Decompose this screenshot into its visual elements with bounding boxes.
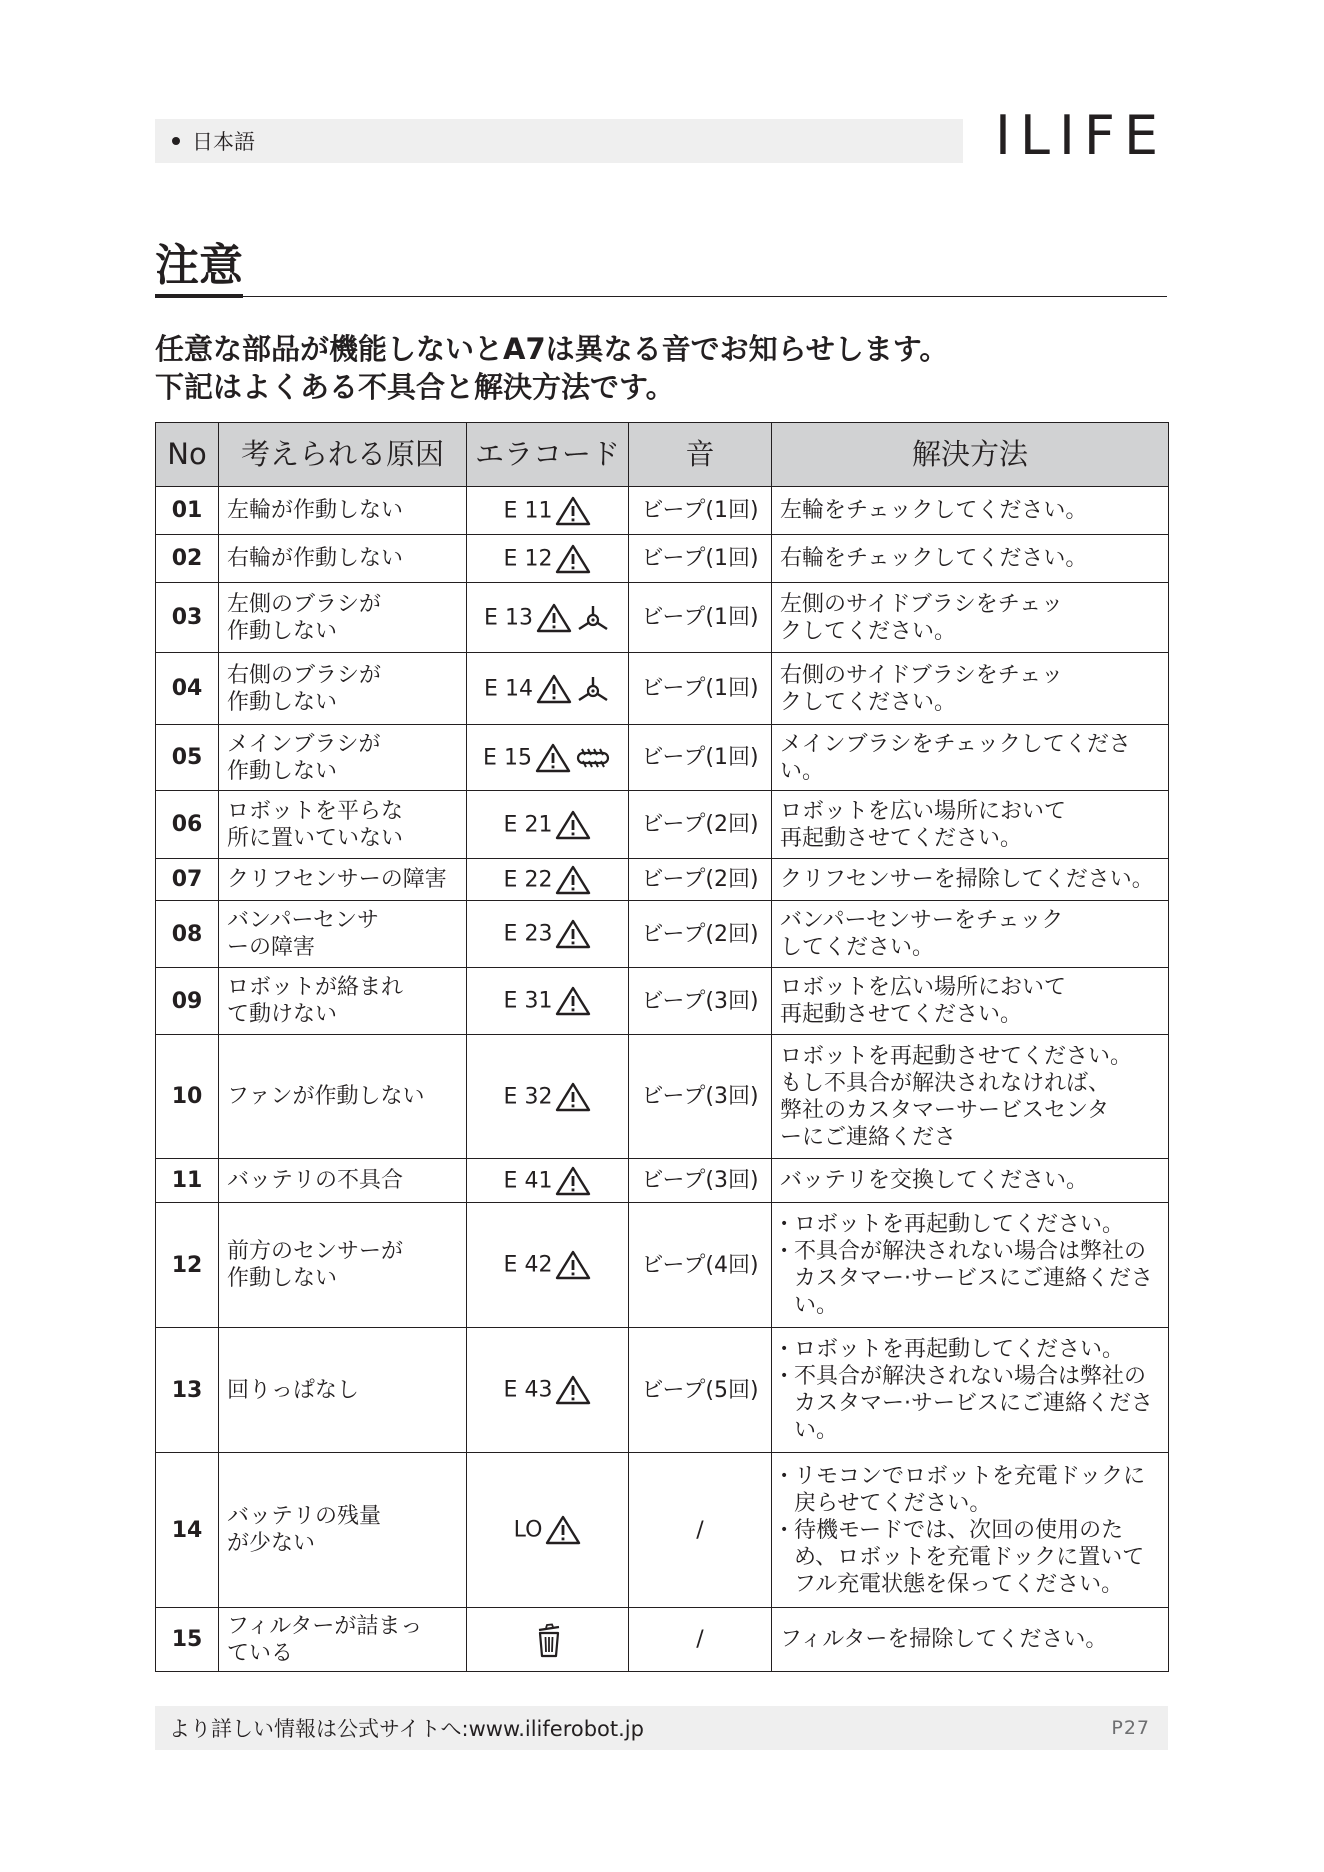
error-code: E 13 [484,605,533,630]
error-code: E 23 [503,921,553,947]
row-number: 09 [156,968,219,1035]
footer-bar [155,1706,1168,1750]
solution-line: フィルターを掃除してください。 [780,1627,1108,1652]
warning-icon [552,988,591,1013]
solution-line: 左輪をチェックしてください。 [780,498,1088,523]
bullet-dot [172,137,180,145]
row-number: 14 [156,1453,219,1608]
cause-line: ファンが作動しない [227,1084,425,1109]
error-code-cell [467,1159,629,1203]
row-number: 01 [156,487,219,535]
cause-cell [219,1159,467,1203]
sound-cell: ビープ(2回) [629,901,772,968]
language-bar [155,119,963,163]
table-header-row [156,423,1169,487]
solution-line: クリフセンサーを掃除してください。 [780,867,1154,892]
row-number: 06 [156,791,219,859]
error-code-cell [467,1203,629,1328]
error-code: LO [513,1517,543,1543]
table-row [156,1453,1169,1608]
warning-icon [533,605,572,630]
solution-bullet-item [780,1238,1160,1319]
cause-line: 作動しない [227,689,338,715]
solution-line: 右輪をチェックしてください。 [780,546,1088,571]
warning-icon [552,867,591,892]
solution-line: クしてください。 [780,618,957,644]
table-row [156,653,1169,725]
warning-icon [552,498,591,523]
cause-line: 右側のブラシが [227,662,382,688]
row-number: 11 [156,1159,219,1203]
cause-cell [219,859,467,901]
sound-cell: ビープ(1回) [629,487,772,535]
error-code-cell [467,901,629,968]
warning-icon [552,546,591,571]
row-number: 07 [156,859,219,901]
error-code-cell [467,1453,629,1608]
row-number: 10 [156,1035,219,1159]
warning-icon [552,812,591,837]
error-code-cell [467,487,629,535]
solution-line: 不具合が解決されない場合は弊社のカスタマー·サービスにご連絡ください。 [794,1239,1153,1318]
solution-line: バンパーセンサーをチェック [780,908,1064,933]
solution-cell [772,653,1169,725]
cause-line: 左輪が作動しない [227,498,404,523]
cause-line: 前方のセンサーが [227,1239,404,1264]
table-row [156,583,1169,653]
cause-line: 作動しない [227,618,338,644]
header-solution: 解決方法 [772,423,1169,487]
table-row [156,1203,1169,1328]
error-code-cell [467,791,629,859]
solution-cell [772,535,1169,583]
error-code: E 32 [503,1084,553,1109]
solution-line: 待機モードでは、次回の使用のため、ロボットを充電ドックに置いてフル充電状態を保ってください。 [794,1517,1145,1597]
cause-line: 作動しない [227,758,338,784]
row-number: 08 [156,901,219,968]
row-number: 05 [156,725,219,791]
solution-cell [772,1328,1169,1453]
solution-line: 再起動させてください。 [780,1002,1023,1027]
solution-line: 左側のサイドブラシをチェッ [780,591,1064,617]
solution-line: クしてください。 [780,689,957,715]
intro-line: 任意な部品が機能しないとA7は異なる音でお知らせします。 [155,332,949,366]
warning-icon [552,921,591,946]
cause-line: メインブラシが [227,731,381,757]
solution-line: メインブラシをチェックしてください。 [780,731,1131,784]
cause-cell [219,968,467,1035]
error-code: E 22 [503,867,553,892]
main-brush-icon [571,745,612,770]
cause-line: フィルターが詰まっ [227,1613,423,1639]
solution-cell [772,1159,1169,1203]
sound-cell: ビープ(2回) [629,859,772,901]
cause-line: ロボットが絡まれ [227,975,404,1000]
error-code: E 31 [503,988,553,1014]
side-brush-icon [572,676,611,701]
header-sound: 音 [629,423,772,487]
error-code-cell [467,1328,629,1453]
error-code-cell [467,653,629,725]
cause-cell [219,725,467,791]
solution-cell [772,1203,1169,1328]
solution-line: ーにご連絡くださ [780,1124,957,1150]
solution-cell [772,487,1169,535]
bullet-dot: • [780,1368,789,1384]
footer-info: より詳しい情報は公式サイトへ:www.iliferobot.jp [169,1717,644,1741]
cause-line: バンパーセンサ [227,908,380,933]
solution-cell [772,1608,1169,1672]
cause-line: が少ない [227,1531,316,1556]
header-cause: 考えられる原因 [219,423,467,487]
language-label: 日本語 [192,130,255,154]
table-row [156,791,1169,859]
solution-line: 不具合が解決されない場合は弊社のカスタマー·サービスにご連絡ください。 [794,1364,1153,1443]
cause-cell [219,1608,467,1672]
side-brush-icon [572,605,611,630]
solution-line: ロボットを再起動させてください。 [780,1043,1133,1069]
sound-cell: ビープ(2回) [629,791,772,859]
cause-line: バッテリの不具合 [227,1168,404,1193]
sound-cell: ビープ(3回) [629,968,772,1035]
error-code-cell [467,859,629,901]
page-title: 注意 [155,240,243,298]
table-row [156,901,1169,968]
solution-cell [772,859,1169,901]
warning-icon [532,745,571,770]
solution-bullet-item [780,1363,1160,1444]
cause-line: ロボットを平らな [227,798,404,824]
solution-line: してください。 [780,935,935,960]
solution-cell [772,583,1169,653]
row-number: 04 [156,653,219,725]
cause-cell [219,791,467,859]
cause-cell [219,1035,467,1159]
warning-icon [542,1517,581,1542]
error-code: E 43 [503,1377,553,1403]
cause-cell [219,583,467,653]
table-row [156,1159,1169,1203]
bullet-dot: • [780,1521,789,1538]
cause-line: ている [227,1640,294,1666]
table-row [156,968,1169,1035]
cause-cell [219,1453,467,1608]
bullet-dot: • [780,1216,789,1232]
cause-cell [219,487,467,535]
sound-cell: / [629,1453,772,1608]
row-number: 12 [156,1203,219,1328]
bullet-dot: • [780,1467,789,1484]
cause-cell [219,1328,467,1453]
solution-cell [772,725,1169,791]
solution-cell [772,968,1169,1035]
error-code: E 12 [503,546,553,571]
table-row [156,487,1169,535]
table-row [156,1328,1169,1453]
warning-icon [552,1168,591,1193]
title-divider [155,296,1167,297]
solution-line: ロボットを再起動してください。 [794,1337,1125,1362]
bullet-dot: • [780,1341,789,1357]
cause-line: ーの障害 [227,935,316,960]
warning-icon [533,676,572,701]
solution-cell [772,1035,1169,1159]
sound-cell: ビープ(5回) [629,1328,772,1453]
cause-line: 回りっぱなし [227,1377,360,1403]
header-no: No [156,423,219,487]
cause-cell [219,535,467,583]
brand-logo: ILIFE [995,104,1168,167]
error-code: E 21 [503,812,553,837]
error-code-cell [467,1608,629,1672]
table-row [156,1608,1169,1672]
sound-cell: / [629,1608,772,1672]
error-code: E 15 [483,745,532,770]
cause-line: クリフセンサーの障害 [227,867,447,892]
cause-cell [219,901,467,968]
solution-line: ロボットを広い場所において [780,975,1067,1000]
warning-icon [552,1377,591,1402]
cause-line: 作動しない [227,1266,338,1291]
solution-bullet-item [780,1211,1160,1238]
error-code-cell [467,535,629,583]
solution-line: 再起動させてください。 [780,825,1023,851]
sound-cell: ビープ(4回) [629,1203,772,1328]
sound-cell: ビープ(3回) [629,1159,772,1203]
error-code: E 42 [503,1252,553,1278]
error-code-cell [467,1035,629,1159]
intro-text [155,330,1167,406]
bullet-dot: • [780,1243,789,1259]
table-row [156,535,1169,583]
solution-line: バッテリを交換してください。 [780,1168,1089,1193]
warning-icon [552,1252,591,1277]
row-number: 13 [156,1328,219,1453]
solution-line: ロボットを再起動してください。 [794,1212,1125,1237]
solution-bullet-item [780,1517,1160,1598]
error-code: E 41 [503,1168,553,1193]
row-number: 02 [156,535,219,583]
table-row [156,1035,1169,1159]
sound-cell: ビープ(1回) [629,583,772,653]
warning-icon [552,1084,591,1109]
cause-line: バッテリの残量 [227,1504,382,1529]
error-code-cell [467,725,629,791]
header-code: エラコード [467,423,629,487]
cause-line: 右輪が作動しない [227,546,404,571]
solution-cell [772,791,1169,859]
cause-line: 左側のブラシが [227,591,382,617]
error-code: E 11 [503,498,553,523]
sound-cell: ビープ(3回) [629,1035,772,1159]
solution-bullet-item [780,1336,1160,1363]
row-number: 15 [156,1608,219,1672]
solution-bullet-item [780,1463,1160,1517]
solution-line: もし不具合が解決されなければ、 [780,1070,1111,1096]
error-code-cell [467,583,629,653]
page-number: P27 [1111,1717,1150,1739]
table-row [156,859,1169,901]
sound-cell: ビープ(1回) [629,653,772,725]
error-code: E 14 [484,676,533,701]
error-code-cell [467,968,629,1035]
intro-line: 下記はよくある不具合と解決方法です。 [155,370,675,404]
cause-cell [219,653,467,725]
cause-line: 所に置いていない [227,825,404,851]
solution-cell [772,1453,1169,1608]
cause-cell [219,1203,467,1328]
error-table [155,422,1169,1672]
trash-bin-icon [531,1627,564,1652]
sound-cell: ビープ(1回) [629,535,772,583]
solution-cell [772,901,1169,968]
sound-cell: ビープ(1回) [629,725,772,791]
row-number: 03 [156,583,219,653]
cause-line: て動けない [227,1002,338,1027]
table-row [156,725,1169,791]
solution-line: ロボットを広い場所において [780,798,1067,824]
solution-line: 弊社のカスタマーサービスセンタ [780,1097,1110,1123]
solution-line: 右側のサイドブラシをチェッ [780,662,1064,688]
solution-line: リモコンでロボットを充電ドックに戻らせてください。 [794,1463,1146,1516]
